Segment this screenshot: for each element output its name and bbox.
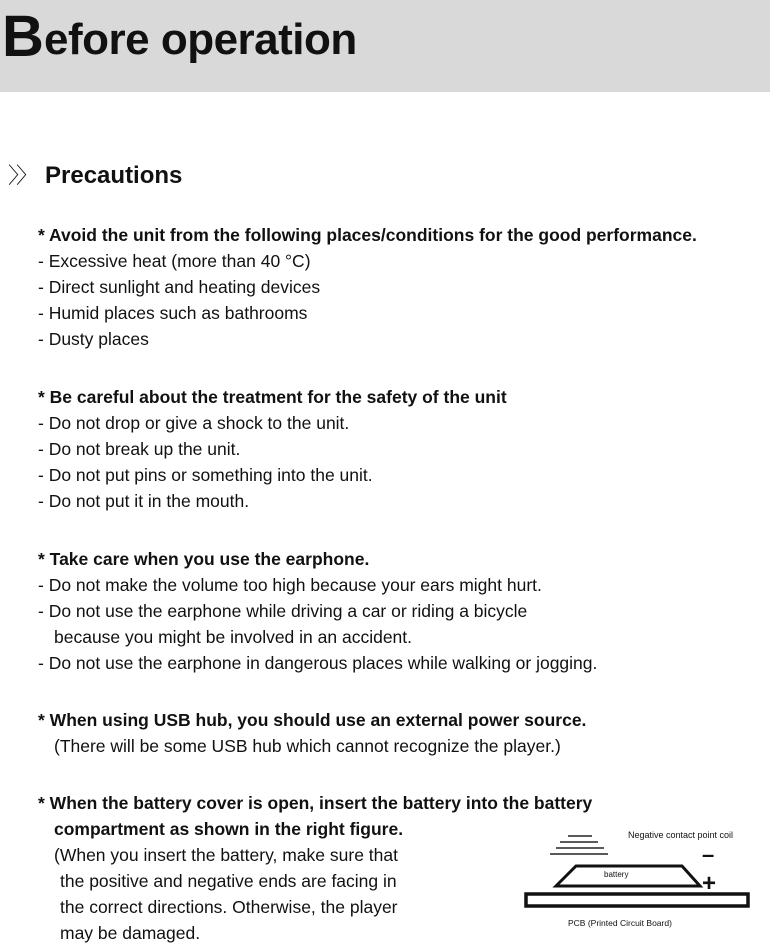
page-header (0, 0, 770, 92)
precaution-block-earphone (38, 546, 597, 676)
precaution-item: - Excessive heat (more than 40 °C) (38, 251, 311, 271)
section-heading (8, 164, 182, 188)
battery-figure (516, 828, 766, 940)
precaution-heading: * When the battery cover is open, insert the battery into the battery (38, 793, 593, 813)
precaution-item: - Do not use the earphone in dangerous places while walking or jogging. (38, 653, 598, 673)
precaution-item: - Do not put pins or something into the unit. (38, 465, 373, 485)
contact-coil-icon (550, 836, 608, 854)
precaution-block-usb (38, 707, 586, 759)
positive-sign: + (702, 870, 717, 897)
precaution-heading: * Take care when you use the earphone. (38, 549, 370, 569)
double-chevron-icon: 〉〉 (8, 163, 36, 188)
precaution-item: - Do not put it in the mouth. (38, 491, 250, 511)
precaution-item: - Direct sunlight and heating devices (38, 277, 321, 297)
precaution-item: - Do not drop or give a shock to the unit. (38, 413, 350, 433)
precaution-block-battery (38, 790, 592, 946)
precaution-heading-continued: compartment as shown in the right figure. (54, 819, 404, 839)
precaution-item: - Dusty places (38, 329, 149, 349)
precaution-heading: * Be careful about the treatment for the safety of the unit (38, 387, 507, 407)
precaution-item: - Humid places such as bathrooms (38, 303, 308, 323)
section-title: Precautions (45, 162, 183, 189)
precaution-item: - Do not use the earphone while driving a car or riding a bicycle (38, 601, 528, 621)
precaution-item: (When you insert the battery, make sure that (54, 845, 399, 865)
pcb-label: PCB (Printed Circuit Board) (568, 918, 672, 928)
precaution-item: (There will be some USB hub which cannot recognize the player.) (54, 736, 561, 756)
precaution-block-safety (38, 384, 507, 514)
precaution-item-continued: the positive and negative ends are facing in (60, 871, 397, 891)
precaution-heading: * Avoid the unit from the following places/conditions for the good performance. (38, 225, 697, 245)
battery-label: battery (604, 870, 629, 879)
negative-sign: – (702, 842, 715, 867)
precaution-item-continued: because you might be involved in an accident. (54, 627, 413, 647)
precaution-block-environment (38, 222, 697, 352)
precaution-heading: * When using USB hub, you should use an external power source. (38, 710, 587, 730)
precaution-item: - Do not break up the unit. (38, 439, 241, 459)
precaution-item-continued: may be damaged. (60, 923, 201, 943)
coil-label: Negative contact point coil (628, 830, 734, 840)
precaution-item: - Do not make the volume too high because your ears might hurt. (38, 575, 542, 595)
precaution-item-continued: the correct directions. Otherwise, the player (60, 897, 398, 917)
page-title: efore operation (44, 15, 357, 64)
page-title-initial: B (2, 4, 43, 69)
